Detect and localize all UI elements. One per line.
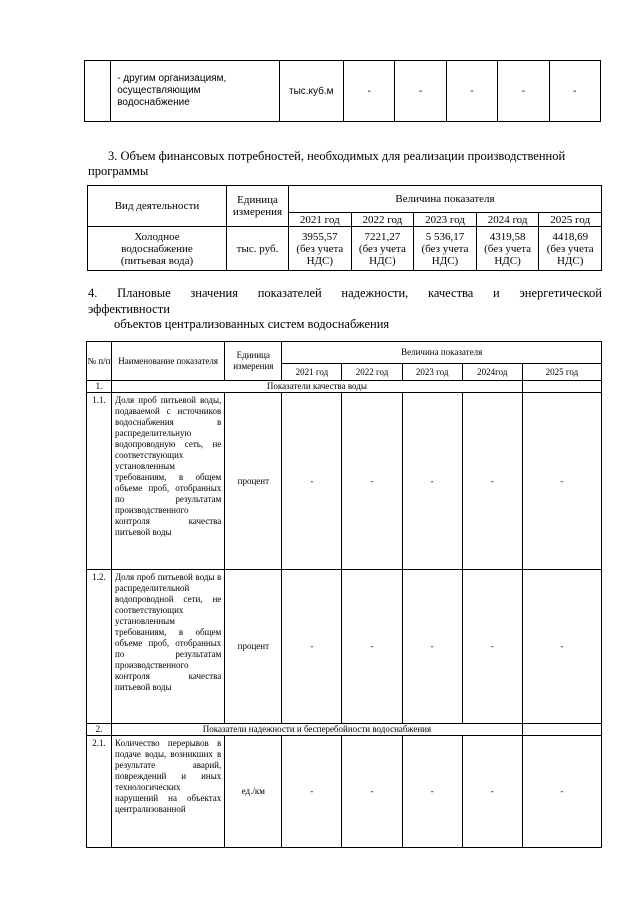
table-row xyxy=(87,570,602,724)
section-3-heading: 3. Объем финансовых потребностей, необходимых для реализации производственной программы xyxy=(88,149,566,178)
indicator-name: Количество перерывов в подаче воды, возникших в результате аварий, повреждений и иных технологических нарушений на объектах централизованной xyxy=(112,736,225,848)
year-header: 2023 год xyxy=(414,213,477,227)
header-value: Величина показателя xyxy=(289,186,602,213)
table-cell xyxy=(522,381,601,393)
value-cell xyxy=(476,227,539,271)
value-note: НДС) xyxy=(556,254,584,267)
table-cell xyxy=(522,724,601,736)
value-cell: - xyxy=(342,570,402,724)
row-label-cell xyxy=(111,61,279,122)
row-label-line: водоснабжение xyxy=(117,97,190,108)
value-cell: - xyxy=(522,570,601,724)
value-cell: - xyxy=(402,393,462,570)
year-header: 2021 год xyxy=(282,364,342,381)
heading-word: 4. xyxy=(88,286,98,300)
row-num: 2.1. xyxy=(87,736,112,848)
section-4-heading-line3: объектов централизованных систем водоснабжения xyxy=(114,317,390,331)
header-unit: Единица измерения xyxy=(227,186,289,227)
year-header: 2021 год xyxy=(289,213,352,227)
value-cell: - xyxy=(462,393,522,570)
year-header: 2025 год xyxy=(539,213,602,227)
indicators-table xyxy=(86,341,602,848)
activity-line: водоснабжение xyxy=(121,242,193,255)
table-row xyxy=(87,393,602,570)
value-cell: - xyxy=(342,393,402,570)
header-unit: Единица измерения xyxy=(225,342,282,381)
value-note: НДС) xyxy=(306,254,334,267)
value-number: 4418,69 xyxy=(552,230,589,243)
value-note: НДС) xyxy=(494,254,521,267)
table-row xyxy=(88,227,602,271)
heading-word: показателей xyxy=(257,286,322,300)
row-num: 1.2. xyxy=(87,570,112,724)
section-4-heading-line2: эффективности xyxy=(88,302,170,316)
indicator-name: Доля проб питьевой воды в распределительной водопроводной сети, не соответствующих установленным требованиям, в общем объеме проб, отобранных по результатам производственного контроля качества питьевой воды xyxy=(112,570,225,724)
value-cell: - xyxy=(402,736,462,848)
value-cell: - xyxy=(549,61,600,122)
activity-line: (питьевая вода) xyxy=(120,254,194,267)
unit-cell: ед./км xyxy=(225,736,282,848)
year-header: 2024год xyxy=(462,364,522,381)
group-title: Показатели надежности и бесперебойности водоснабжения xyxy=(112,724,523,736)
heading-word: значения xyxy=(190,286,238,300)
indicator-name: Доля проб питьевой воды, подаваемой с источников водоснабжения в распределительную водопроводную сеть, не соответствующих установленным требованиям, в общем объеме проб, отобранных по результатам производственного контроля качества питьевой воды xyxy=(112,393,225,570)
unit-cell: процент xyxy=(225,393,282,570)
value-cell xyxy=(539,227,602,271)
value-number: 3955,57 xyxy=(301,230,338,243)
value-note: НДС) xyxy=(431,254,459,267)
group-row xyxy=(87,724,602,736)
header-num: № п/п xyxy=(87,342,112,381)
header-activity: Вид деятельности xyxy=(88,186,227,227)
row-label-line: осуществляющим xyxy=(117,85,201,96)
value-cell: - xyxy=(446,61,497,122)
table-cell xyxy=(85,61,111,122)
financial-needs-table xyxy=(87,185,602,271)
activity-cell xyxy=(88,227,227,271)
heading-word: надежности, xyxy=(341,286,409,300)
table-row xyxy=(87,736,602,848)
section-4-heading-line1 xyxy=(88,286,602,301)
unit-cell: тыс.куб.м xyxy=(279,61,344,122)
value-cell: - xyxy=(395,61,446,122)
value-cell: - xyxy=(402,570,462,724)
year-header: 2025 год xyxy=(522,364,601,381)
value-number: 5 536,17 xyxy=(425,230,465,243)
year-header: 2024 год xyxy=(476,213,539,227)
value-cell: - xyxy=(282,570,342,724)
value-note: НДС) xyxy=(369,254,396,267)
heading-word: и xyxy=(493,286,500,300)
table-header-row xyxy=(87,342,602,364)
heading-word: энергетической xyxy=(519,286,602,300)
value-number: 4319,58 xyxy=(489,230,526,243)
value-note: (без учета xyxy=(484,242,532,255)
value-note: (без учета xyxy=(296,242,344,255)
year-header: 2022 год xyxy=(351,213,414,227)
row-label-line: - другим организациям, xyxy=(117,73,227,84)
value-cell: - xyxy=(522,736,601,848)
table-header-row xyxy=(88,186,602,213)
value-note: (без учета xyxy=(421,242,469,255)
group-title: Показатели качества воды xyxy=(112,381,523,393)
header-value: Величина показателя xyxy=(282,342,602,364)
group-num: 1. xyxy=(87,381,112,393)
group-row xyxy=(87,381,602,393)
value-note: (без учета xyxy=(358,242,406,255)
header-name: Наименование показателя xyxy=(112,342,225,381)
value-cell: - xyxy=(522,393,601,570)
value-cell xyxy=(414,227,477,271)
value-cell: - xyxy=(342,736,402,848)
year-header: 2022 год xyxy=(342,364,402,381)
table-row xyxy=(85,61,601,122)
value-cell: - xyxy=(462,736,522,848)
unit-cell: процент xyxy=(225,570,282,724)
value-cell: - xyxy=(498,61,549,122)
year-header: 2023 год xyxy=(402,364,462,381)
value-number: 7221,27 xyxy=(364,230,401,243)
heading-word: качества xyxy=(427,286,474,300)
row-num: 1.1. xyxy=(87,393,112,570)
activity-line: Холодное xyxy=(134,230,180,243)
value-cell: - xyxy=(282,736,342,848)
value-cell xyxy=(289,227,352,271)
value-cell xyxy=(351,227,414,271)
value-cell: - xyxy=(462,570,522,724)
heading-word: Плановые xyxy=(117,286,171,300)
unit-cell: тыс. руб. xyxy=(227,227,289,271)
value-cell: - xyxy=(344,61,395,122)
value-note: (без учета xyxy=(546,242,594,255)
group-num: 2. xyxy=(87,724,112,736)
value-cell: - xyxy=(282,393,342,570)
top-table-fragment xyxy=(84,60,601,122)
